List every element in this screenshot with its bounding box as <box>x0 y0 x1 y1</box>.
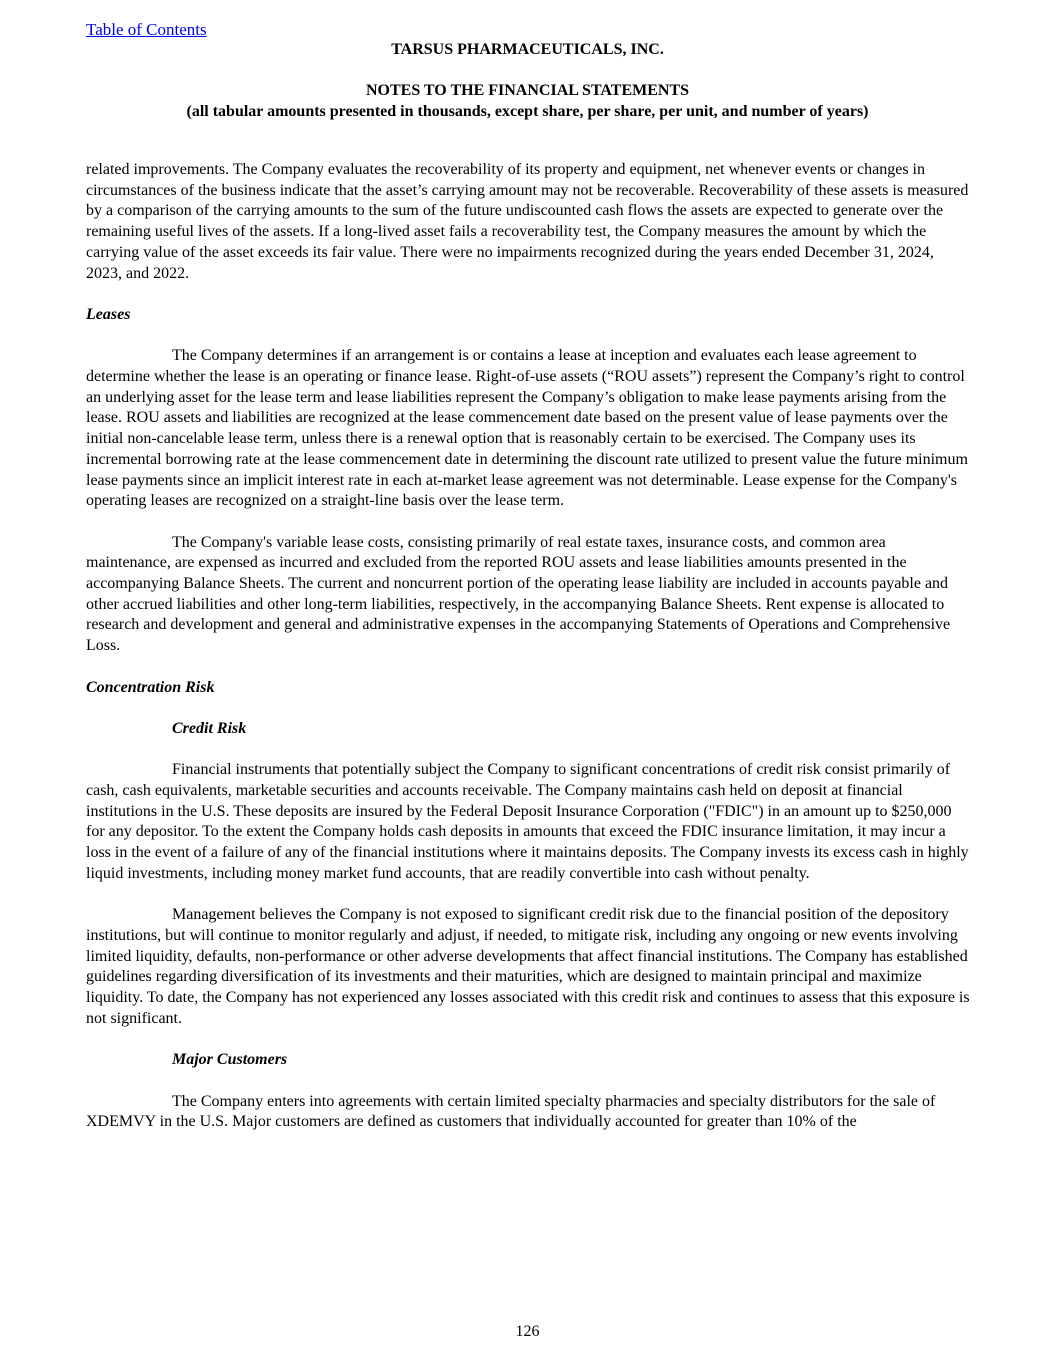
page-number: 126 <box>515 1323 540 1340</box>
page-title: NOTES TO THE FINANCIAL STATEMENTS <box>365 82 690 99</box>
major-customers-paragraph: The Company enters into agreements with certain limited specialty pharmacies and specialty distributors for the sale of XDEMVY in the U.S. Major customers are defined as customers that individually accounted for greater than 10% of the <box>86 1092 936 1131</box>
leases-paragraph-1: The Company determines if an arrangement is or contains a lease at inception and evaluates each lease agreement to determine whether the lease is an operating or finance lease. Right-of-use assets (“ROU assets”) represent the Company’s right to control an underlying asset for the lease term and lease liabilities represent the Company’s obligation to make lease payments arising from the lease. ROU assets and liabilities are recognized at the lease commencement date based on the present value of lease payments over the initial non-cancelable lease term, unless there is a renewal option that is reasonably certain to be exercised. The Company uses its incremental borrowing rate at the lease commencement date in determining the discount rate utilized to present value the future minimum lease payments since an implicit interest rate in each at-market lease agreement was not determinable. Lease expense for the Company's operating leases are recognized on a straight-line basis over the lease term. <box>86 347 968 510</box>
page-subtitle: (all tabular amounts presented in thousands, except share, per share, per unit, and number of years) <box>186 103 869 120</box>
credit-risk-paragraph-2: Management believes the Company is not exposed to significant credit risk due to the financial position of the depository institutions, but will continue to monitor regularly and adjust, if needed, to mitigate risk, including any ongoing or new events involving limited liquidity, defaults, non-performance or other adverse developments that affect financial institutions. The Company has established guidelines regarding diversification of its investments and their maturities, which are designed to maintain principal and maximize liquidity. To date, the Company has not experienced any losses associated with this credit risk and continues to assess that this exposure is not significant. <box>86 906 970 1027</box>
leases-heading: Leases <box>86 305 131 323</box>
notes-content <box>86 160 970 1154</box>
table-of-contents-link[interactable]: Table of Contents <box>86 20 207 39</box>
intro-paragraph: related improvements. The Company evaluates the recoverability of its property and equipment, net whenever events or changes in circumstances of the business indicate that the asset’s carrying amount may not be recoverable. Recoverability of these assets is measured by a comparison of the carrying amounts to the sum of the future undiscounted cash flows the assets are expected to generate over the remaining useful lives of the assets. If a long-lived asset fails a recoverability test, the Company measures the amount by which the carrying value of the asset exceeds its fair value. There were no impairments recognized during the years ended December 31, 2024, 2023, and 2022. <box>86 161 969 282</box>
major-customers-heading: Major Customers <box>172 1051 288 1069</box>
credit-risk-heading: Credit Risk <box>172 719 247 737</box>
credit-risk-paragraph-1: Financial instruments that potentially subject the Company to significant concentrations of credit risk consist primarily of cash, cash equivalents, marketable securities and accounts receivable. The Company maintains cash held on deposit at financial institutions in the U.S. These deposits are insured by the Federal Deposit Insurance Corporation ("FDIC") in an amount up to $250,000 for any depositor. To the extent the Company holds cash deposits in amounts that exceed the FDIC insurance limitation, it may incur a loss in the event of a failure of any of the financial institutions where it maintains deposits. The Company invests its excess cash in highly liquid investments, including money market fund accounts, that are readily convertible into cash without penalty. <box>86 761 969 882</box>
leases-paragraph-2: The Company's variable lease costs, consisting primarily of real estate taxes, insurance costs, and common area maintenance, are expensed as incurred and excluded from the reported ROU assets and lease liabilities amounts presented in the accompanying Balance Sheets. The current and noncurrent portion of the operating lease liability are included in accounts payable and other accrued liabilities and other long-term liabilities, respectively, in the accompanying Balance Sheets. Rent expense is allocated to research and development and general and administrative expenses in the accompanying Statements of Operations and Comprehensive Loss. <box>86 533 951 655</box>
company-name: TARSUS PHARMACEUTICALS, INC. <box>391 41 664 58</box>
concentration-risk-heading: Concentration Risk <box>86 678 215 696</box>
